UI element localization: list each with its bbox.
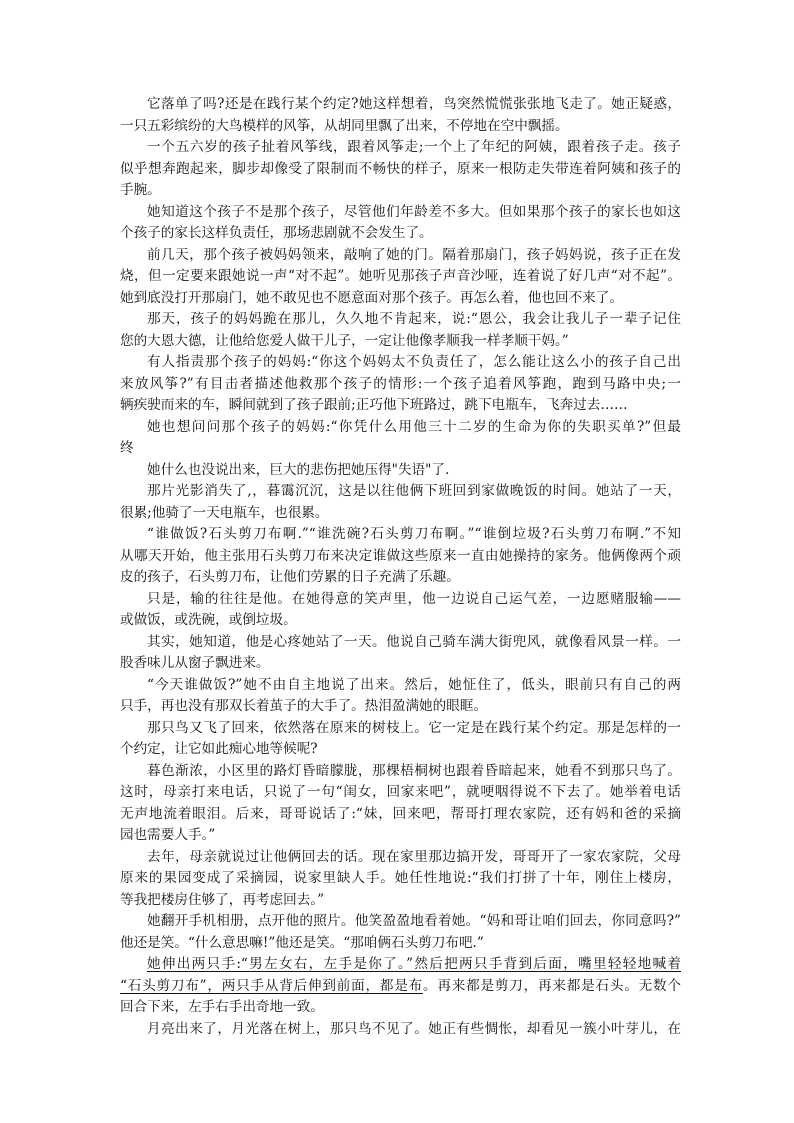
text-line: 个孩子的家长这样负责任，那场悲剧就不会发生了。 [120, 225, 433, 241]
text-line: 这时，母亲打来电话，只说了一句“闺女，回家来吧”，就哽咽得说不下去了。她举着电话 [120, 784, 681, 800]
text-line: 他还是笑。“什么意思嘛!”他还是笑。“那咱俩石头剪刀布吧.” [120, 934, 484, 951]
text-line: 个约定，让它如此痴心地等候呢? [120, 741, 318, 757]
text-line: 有人指责那个孩子的妈妈:“你这个妈妈太不负责任了，怎么能让这么小的孩子自己出 [147, 354, 681, 370]
text-line: 她也想问问那个孩子的妈妈:“你凭什么用他三十二岁的生命为你的失职买单?”但最 [147, 418, 681, 435]
text-line: 那只鸟又飞了回来，依然落在原来的树枝上。它一定是在践行某个约定。那是怎样的一 [147, 719, 681, 736]
text-line: 她到底没打开那扇门，她不敢见也不愿意面对那个孩子。再怎么着，他也回不来了。 [120, 289, 623, 306]
text-line: 暮色渐浓，小区里的路灯昏暗朦胧，那棵梧桐树也跟着昏暗起来，她看不到那只鸟了。 [147, 762, 681, 779]
underlined-text: 她伸出两只手:“男左女右，左手是你了。”然后把两只手背到后面，嘴里轻轻地喊着 [147, 956, 681, 972]
text-line: 股香味儿从窗子飘进来。 [120, 655, 270, 671]
text-line: 原来的果园变成了采摘园，说家里缺人手。她任性地说:“我们打拼了十年，刚住上楼房， [120, 870, 681, 886]
text-line: 一个五六岁的孩子扯着风筝线，跟着风筝走;一个上了年纪的阿姨，跟着孩子走。孩子 [147, 139, 681, 155]
text-line: 前几天，那个孩子被妈妈领来，敲响了她的门。隔着那扇门，孩子妈妈说，孩子正在发 [147, 246, 681, 263]
text-line: 烧，但一定要来跟她说一声“对不起”。她听见那孩子声音沙哑，连着说了好几声“对不起”。 [120, 268, 681, 284]
text-line: 只手，再也没有那双长着茧子的大手了。热泪盈满她的眼眶。 [120, 698, 488, 714]
text-line: 她什么也没说出来，巨大的悲伤把她压得"失语"了. [147, 461, 450, 478]
text-line: 其实，她知道，他是心疼她站了一天。他说自己骑车满大街兜风，就像看风景一样。一 [147, 633, 681, 650]
text-line: 来放风筝?”有目击者描述他救那个孩子的情形:一个孩子追着风筝跑，跑到马路中央;一 [120, 375, 681, 392]
text-line: 月亮出来了，月光落在树上，那只鸟不见了。她正有些惆怅，却看见一簇小叶芽儿，在 [147, 1020, 681, 1037]
underlined-text: “石头剪刀布”，两只手从背后伸到前面，都是布 [120, 977, 423, 994]
text-segment: 。再来都是剪刀，再来都是石头。无数个 [423, 977, 681, 994]
text-line: 它落单了吗?还是在践行某个约定?她这样想着，鸟突然慌慌张张地飞走了。她正疑惑， [147, 96, 681, 112]
text-line: 一只五彩缤纷的大鸟模样的风筝，从胡同里飘了出来，不停地在空中飘摇。 [120, 117, 569, 134]
text-line: 去年，母亲就说过让他俩回去的话。现在家里那边搞开发，哥哥开了一家农家院，父母 [147, 848, 681, 865]
text-line: 那天，孩子的妈妈跪在那儿，久久地不肯起来，说:“恩公，我会让我儿子一辈子记住 [147, 311, 681, 327]
text-line: 似乎想奔跑起来，脚步却像受了限制而不畅快的样子，原来一根防走失带连着阿姨和孩子的 [120, 160, 681, 177]
text-line: 很累;他骑了一天电瓶车，也很累。 [120, 504, 329, 521]
text-line: 她翻开手机相册，点开他的照片。他笑盈盈地看着她。“妈和哥让咱们回去，你同意吗?” [147, 913, 681, 929]
text-line: 辆疾驶而来的车，瞬间就到了孩子跟前;正巧他下班路过，跳下电瓶车，飞奔过去…… [120, 397, 628, 413]
text-line: 那片光影消失了,，暮霭沉沉，这是以往他俩下班回到家做晚饭的时间。她站了一天， [147, 483, 681, 499]
text-line: 等我把楼房住够了，再考虑回去。” [120, 891, 325, 908]
text-line: 回合下来，左手右手出奇地一致。 [120, 999, 324, 1015]
text-line [120, 976, 681, 998]
text-line: 无声地流着眼泪。后来，哥哥说话了:“妹，回来吧，帮哥打理农家院，还有妈和爸的采摘 [120, 805, 681, 822]
text-line: 您的大恩大德，让他给您爱人做干儿子，一定让他像孝顺我一样孝顺干妈。” [120, 332, 569, 349]
text-line: 终 [120, 440, 134, 456]
text-line: 手腕。 [120, 182, 161, 198]
text-line: 或做饭，或洗碗，或倒垃圾。 [120, 612, 297, 628]
text-line: 园也需要人手。” [120, 827, 216, 843]
text-line [120, 954, 681, 976]
text-line: 只是，输的往往是他。在她得意的笑声里，他一边说自己运气差，一边愿赌服输—— [147, 590, 681, 607]
text-line: 她知道这个孩子不是那个孩子，尽管他们年龄差不多大。但如果那个孩子的家长也如这 [147, 203, 681, 220]
text-line: “今天谁做饭?”她不由自主地说了出来。然后，她怔住了，低头，眼前只有自己的两 [147, 676, 681, 693]
document-body [120, 94, 681, 1040]
text-line: 皮的孩子，石头剪刀布，让他们劳累的日子充满了乐趣。 [120, 569, 460, 585]
text-line: “谁做饭?石头剪刀布啊.”“谁洗碗?石头剪刀布啊。”“谁倒垃圾?石头剪刀布啊.”不知 [147, 526, 681, 542]
text-line: 从哪天开始，他主张用石头剪刀布来决定谁做这些原来一直由她操持的家务。他俩像两个顽 [120, 547, 681, 564]
